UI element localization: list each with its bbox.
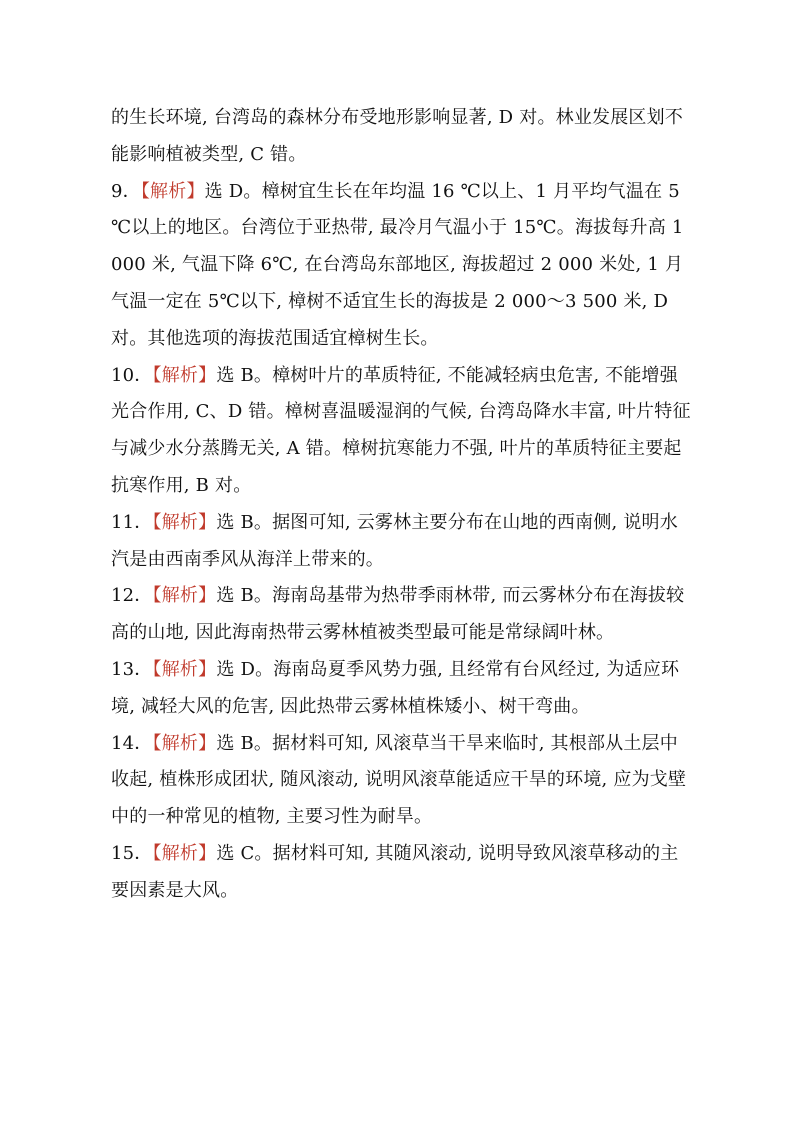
answer-item-11 [111,505,691,579]
paragraph-text: 选 B。据材料可知, 风滚草当干旱来临时, 其根部从土层中收起, 植株形成团状, 随风滚动, 说明风滚草能适应干旱的环境, 应为戈壁中的一种常见的植物, 主要习性为耐旱。 [111,732,687,828]
answer-item-12 [111,578,691,652]
analysis-tag: 【解析】 [152,364,217,386]
answer-item-10 [111,358,691,505]
paragraph-text: 选 B。据图可知, 云雾林主要分布在山地的西南侧, 说明水汽是由西南季风从海洋上带来的。 [111,511,678,570]
answer-item-13 [111,652,691,726]
answer-explanations [111,100,691,910]
question-number: 10． [111,364,153,386]
analysis-tag: 【解析】 [152,842,217,864]
analysis-tag: 【解析】 [152,658,217,680]
paragraph-text: 选 C。据材料可知, 其随风滚动, 说明导致风滚草移动的主要因素是大风。 [111,842,679,901]
answer-item-15 [111,836,691,910]
question-number: 13． [111,658,153,680]
paragraph-text: 的生长环境, 台湾岛的森林分布受地形影响显著, D 对。林业发展区划不能影响植被类型, C 错。 [111,107,684,165]
analysis-tag: 【解析】 [152,732,217,754]
paragraph-continuation [111,100,691,174]
question-number: 14． [111,732,153,754]
answer-item-14 [111,726,691,836]
analysis-tag: 【解析】 [152,511,217,533]
paragraph-text: 选 B。樟树叶片的革质特征, 不能减轻病虫危害, 不能增强光合作用, C、D 错。樟树喜温暖湿润的气候, 台湾岛降水丰富, 叶片特征与减少水分蒸腾无关, A 错。樟树抗寒能力不强, 叶片的革质特征主要起抗寒作用, B 对。 [111,364,691,496]
question-number: 9． [111,180,141,202]
question-number: 12． [111,585,153,607]
paragraph-text: 选 B。海南岛基带为热带季雨林带, 而云雾林分布在海拔较高的山地, 因此海南热带云雾林植被类型最可能是常绿阔叶林。 [111,585,685,644]
question-number: 11． [111,511,153,533]
paragraph-text: 选 D。海南岛夏季风势力强, 且经常有台风经过, 为适应环境, 减轻大风的危害, 因此热带云雾林植株矮小、树干弯曲。 [111,658,680,717]
answer-item-9 [111,174,691,358]
analysis-tag: 【解析】 [152,585,217,607]
analysis-tag: 【解析】 [140,180,205,202]
question-number: 15． [111,842,153,864]
paragraph-text: 选 D。樟树宜生长在年均温 16 ℃以上、1 月平均气温在 5 ℃以上的地区。台湾位于亚热带, 最冷月气温小于 15℃。海拔每升高 1 000 米, 气温下降 6℃, 在台湾岛东部地区, 海拔超过 2 000 米处, 1 月气温一定在 5℃以下, 樟树不适宜生长的海拔是 2 000～3 500 米, D 对。其他选项的海拔范围适宜樟树生长。 [111,180,684,349]
